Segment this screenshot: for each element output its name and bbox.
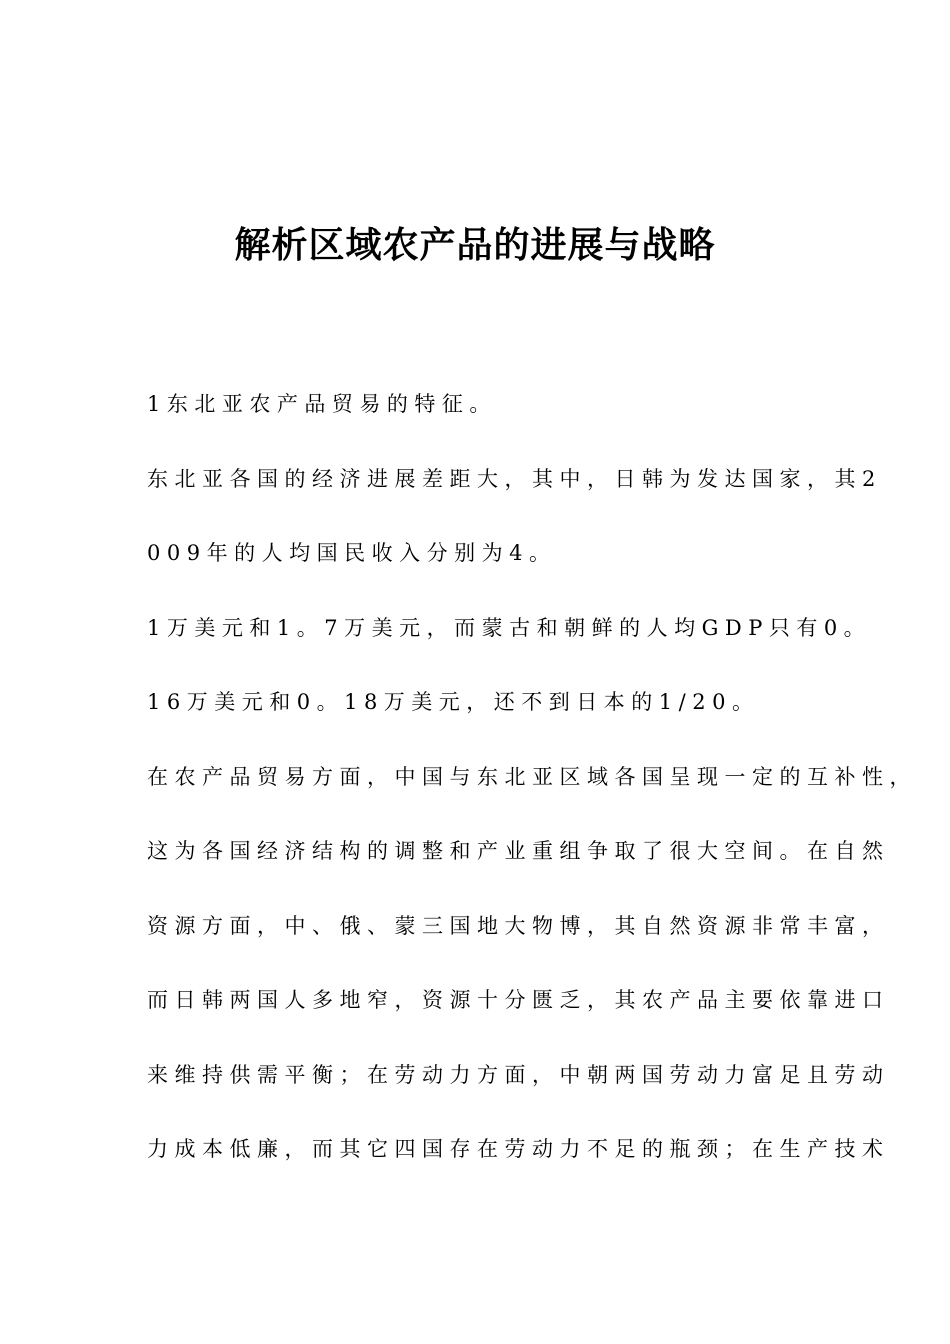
text-line: 资源方面，中、俄、蒙三国地大物博，其自然资源非常丰富，	[147, 913, 890, 938]
text-line: 来维持供需平衡；在劳动力方面，中朝两国劳动力富足且劳动	[147, 1062, 890, 1087]
text-line: 16万美元和0。18万美元，还不到日本的1/20。	[147, 690, 760, 714]
text-line: 东北亚各国的经济进展差距大，其中，日韩为发达国家，其2	[147, 466, 882, 491]
text-line: 在农产品贸易方面，中国与东北亚区域各国呈现一定的互补性，	[147, 764, 917, 789]
text-line: 1东北亚农产品贸易的特征。	[147, 392, 497, 416]
text-line: 力成本低廉，而其它四国存在劳动力不足的瓶颈；在生产技术	[147, 1137, 890, 1161]
body-text	[147, 380, 917, 1200]
text-line: 这为各国经济结构的调整和产业重组争取了很大空间。在自然	[147, 839, 890, 863]
text-line: 1万美元和1。7万美元，而蒙古和朝鲜的人均GDP只有0。	[147, 615, 872, 640]
text-line: 009年的人均国民收入分别为4。	[147, 541, 557, 565]
page-title: 解析区域农产品的进展与战略	[234, 225, 716, 266]
text-line: 而日韩两国人多地窄，资源十分匮乏，其农产品主要依靠进口	[147, 988, 890, 1012]
